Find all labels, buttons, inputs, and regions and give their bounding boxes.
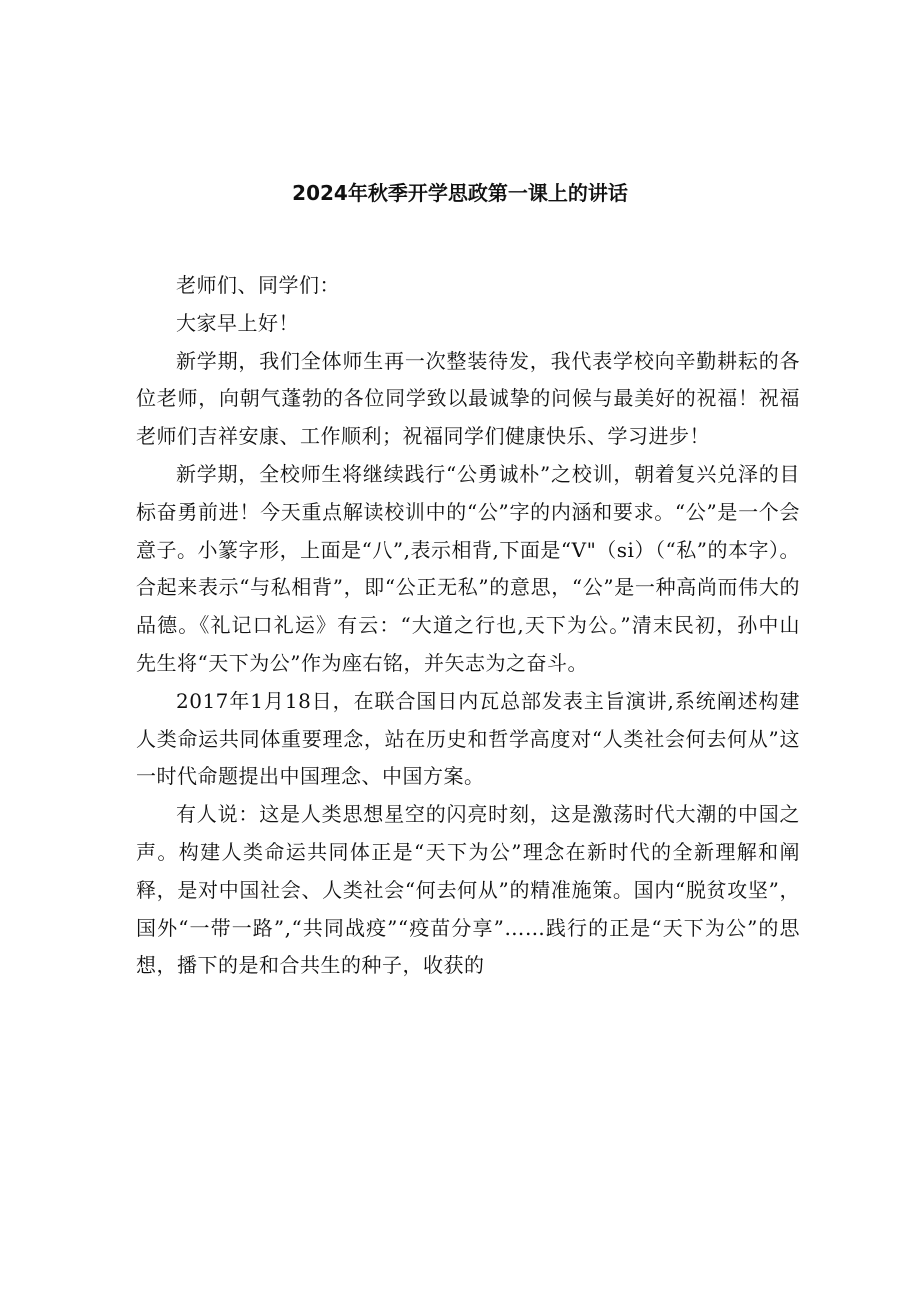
salutation: 老师们、同学们： bbox=[176, 273, 340, 297]
paragraph-school-motto: 新学期，全校师生将继续践行“公勇诚朴”之校训，朝着复兴兑泽的目标奋勇前进！今天重点解读校训中的“公”字的内涵和要求。“公”是一个会意子。小篆字形，上面是“八”,表示相背,下面是“V"（si）（“私”的本字）。合起来表示“与私相背”，即“公正无私”的意思，“公”是一种高尚而伟大的品德。《礼记口礼运》有云：“大道之行也,天下为公。”清末民初，孙中山先生将“天下为公”作为座右铭，并矢志为之奋斗。 bbox=[136, 461, 800, 675]
greeting: 大家早上好！ bbox=[176, 310, 299, 335]
document-body bbox=[136, 267, 800, 985]
paragraph-geneva-speech: 2017年1月18日，在联合国日内瓦总部发表主旨演讲,系统阐述构建人类命运共同体重要理念，站在历史和哲学高度对“人类社会何去何从”这一时代命题提出中国理念、中国方案。 bbox=[136, 688, 800, 789]
document-title: 2024年秋季开学思政第一课上的讲话 bbox=[292, 181, 628, 205]
paragraph-community-of-shared-future: 有人说：这是人类思想星空的闪亮时刻，这是激荡时代大潮的中国之声。构建人类命运共同体正是“天下为公”理念在新时代的全新理解和阐释，是对中国社会、人类社会“何去何从”的精准施策。国内“脱贫攻坚”，国外“一带一路”,“共同战疫”“疫苗分享”……践行的正是“天下为公”的思想，播下的是和合共生的种子，收获的 bbox=[136, 802, 800, 978]
paragraph-new-semester: 新学期，我们全体师生再一次整装待发，我代表学校向辛勤耕耘的各位老师，向朝气蓬勃的各位同学致以最诚挚的问候与最美好的祝福！祝福老师们吉祥安康、工作顺利；祝福同学们健康快乐、学习进步！ bbox=[136, 348, 800, 449]
